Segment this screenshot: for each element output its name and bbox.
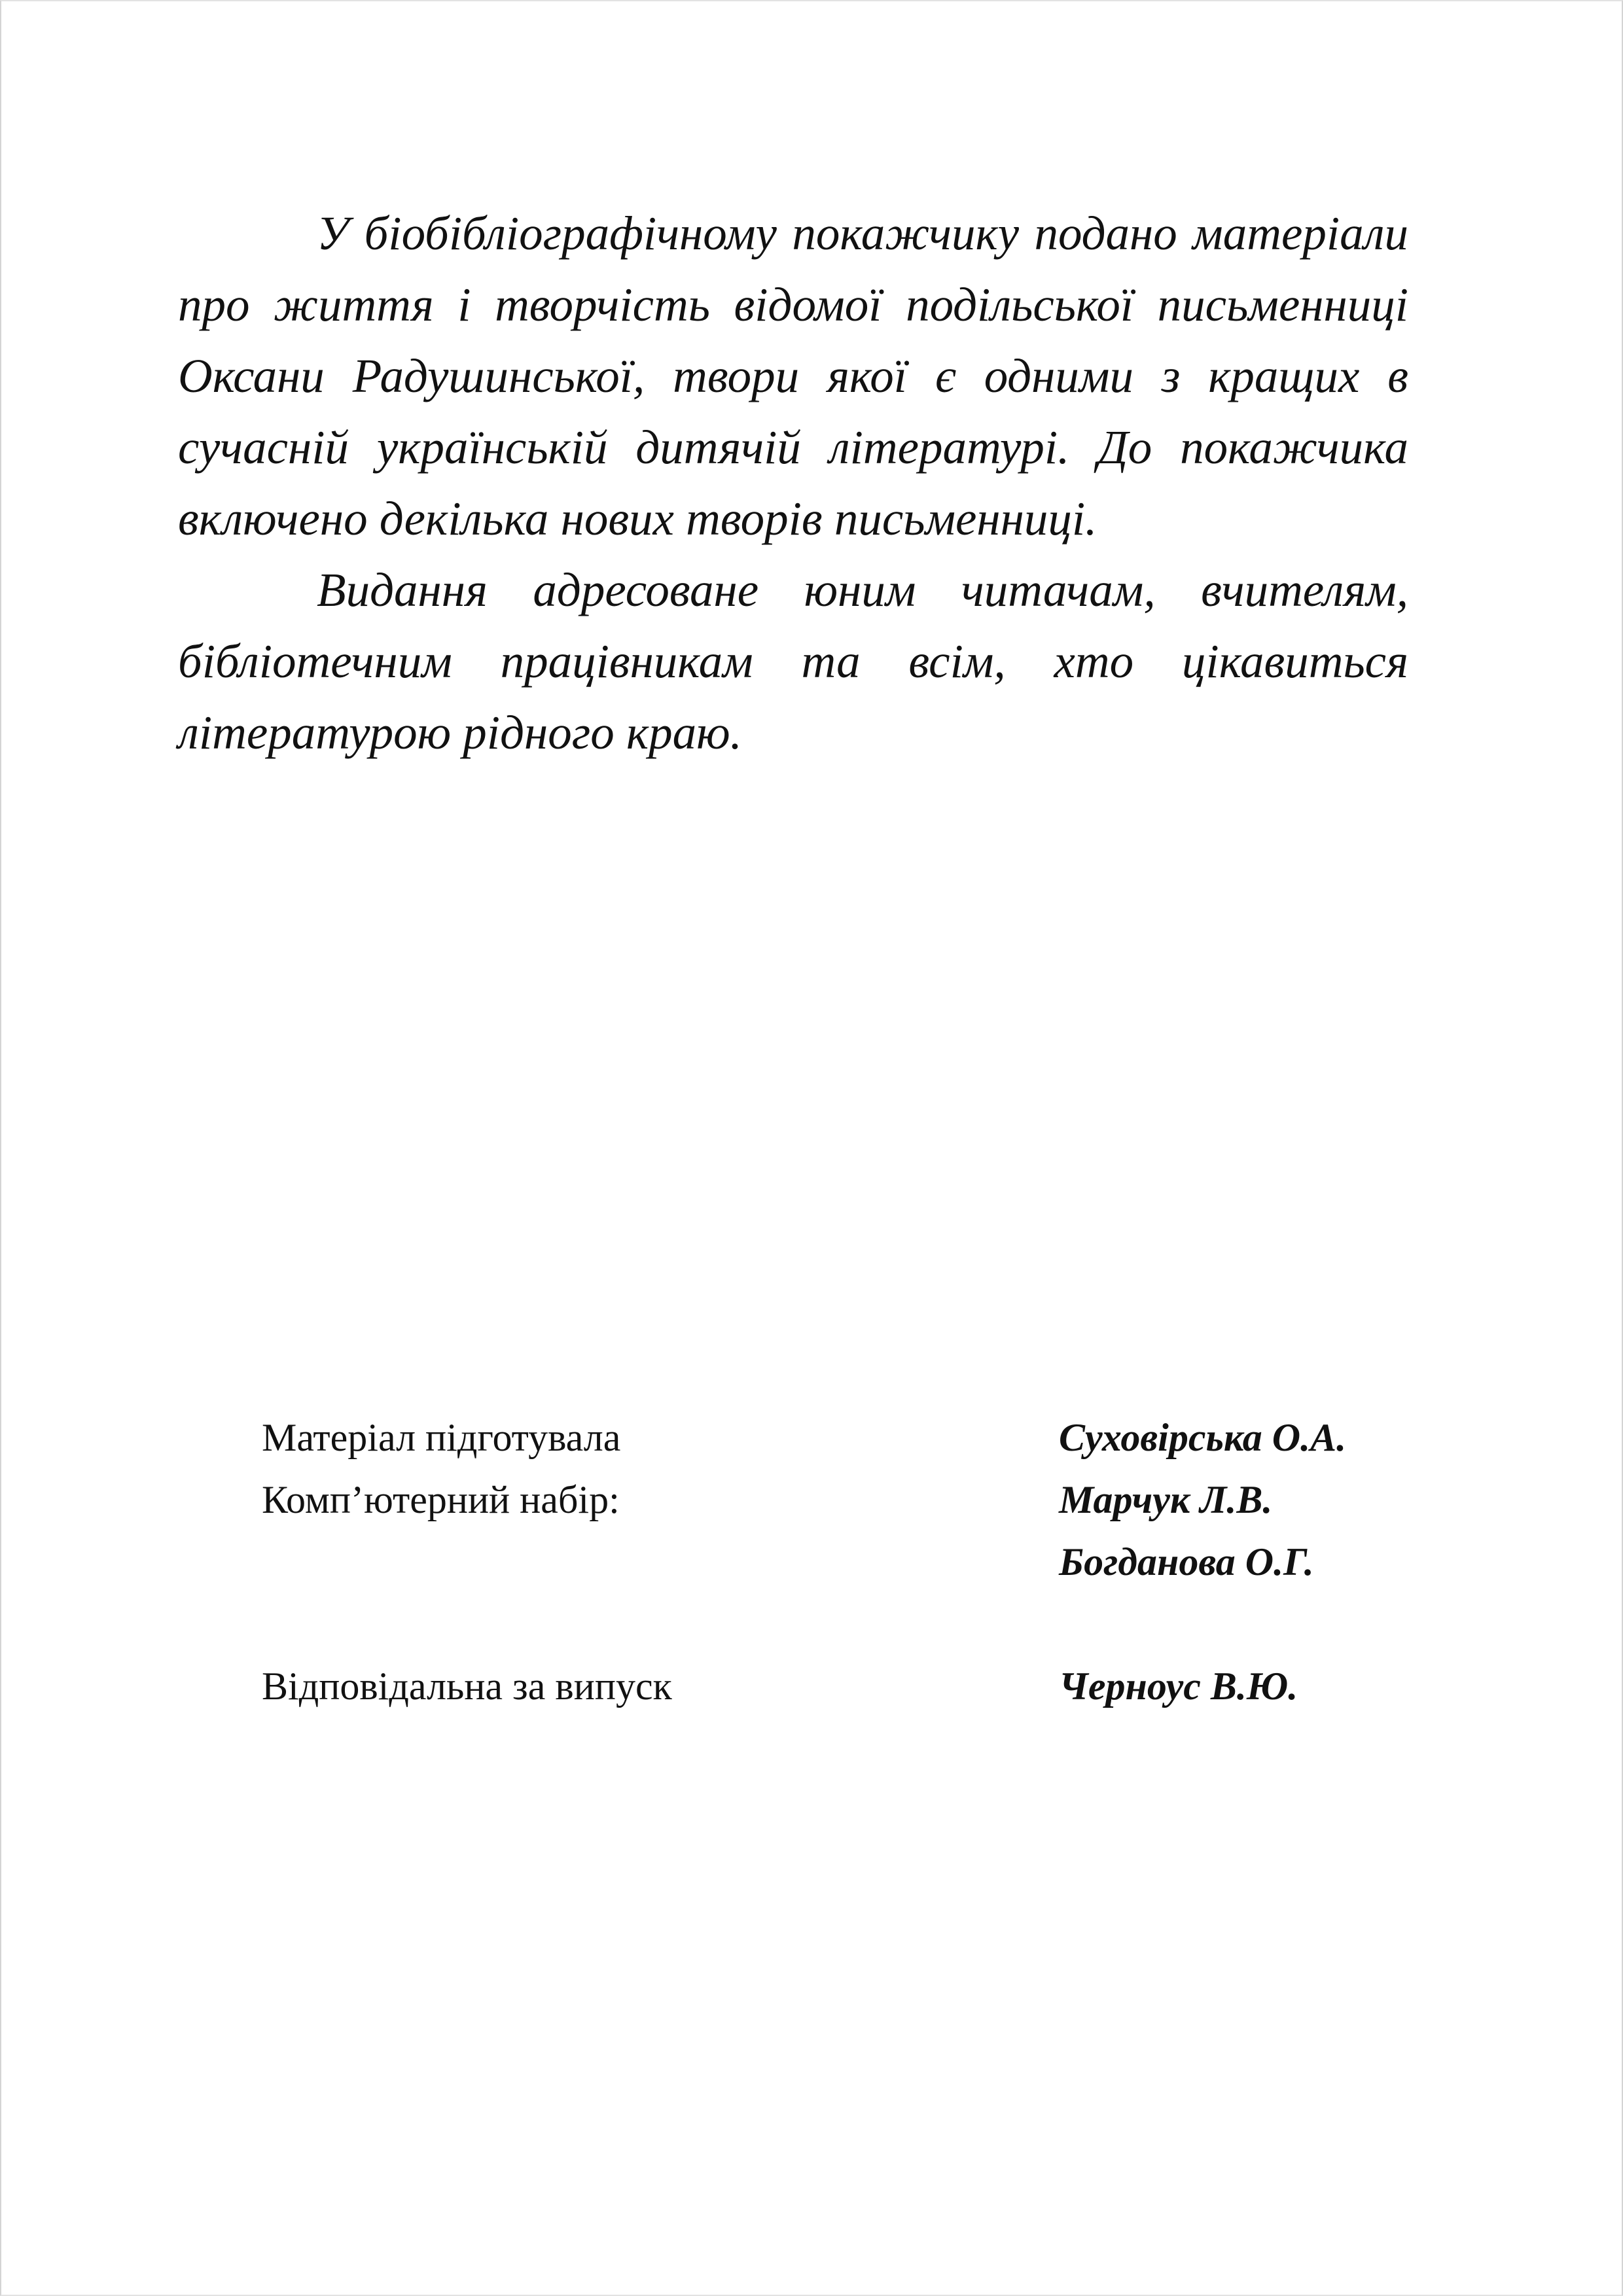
credit-name-responsible: Черноус В.Ю. [1059, 1665, 1298, 1708]
credit-name-prepared: Суховірська О.А. [1059, 1416, 1347, 1459]
credit-name-typeset-1: Марчук Л.В. [1059, 1478, 1273, 1521]
credit-row-typeset-2 [262, 1531, 1440, 1593]
annotation-paragraph-1: У біобібліографічному покажчику подано матеріали про життя і творчість відомої подільської письменниці Оксани Радушинської, твори якої є одними з кращих в сучасній українській дитячій літературі. До покажчика включено декілька нових творів письменниці. [178, 207, 1408, 545]
annotation-block [178, 198, 1408, 768]
credit-role-prepared: Матеріал підготувала [262, 1416, 621, 1459]
credit-name-typeset-2: Богданова О.Г. [1059, 1540, 1314, 1583]
credit-role-responsible: Відповідальна за випуск [262, 1665, 672, 1708]
credit-row-responsible [262, 1655, 1440, 1718]
credit-role-empty [262, 1531, 1059, 1593]
credits-block [262, 1407, 1440, 1718]
credit-row-prepared [262, 1407, 1440, 1469]
credit-row-typeset [262, 1469, 1440, 1531]
credit-role-typeset: Комп’ютерний набір: [262, 1478, 620, 1521]
annotation-paragraph-2: Видання адресоване юним читачам, вчителям, бібліотечним працівникам та всім, хто цікавиться літературою рідного краю. [178, 563, 1408, 759]
